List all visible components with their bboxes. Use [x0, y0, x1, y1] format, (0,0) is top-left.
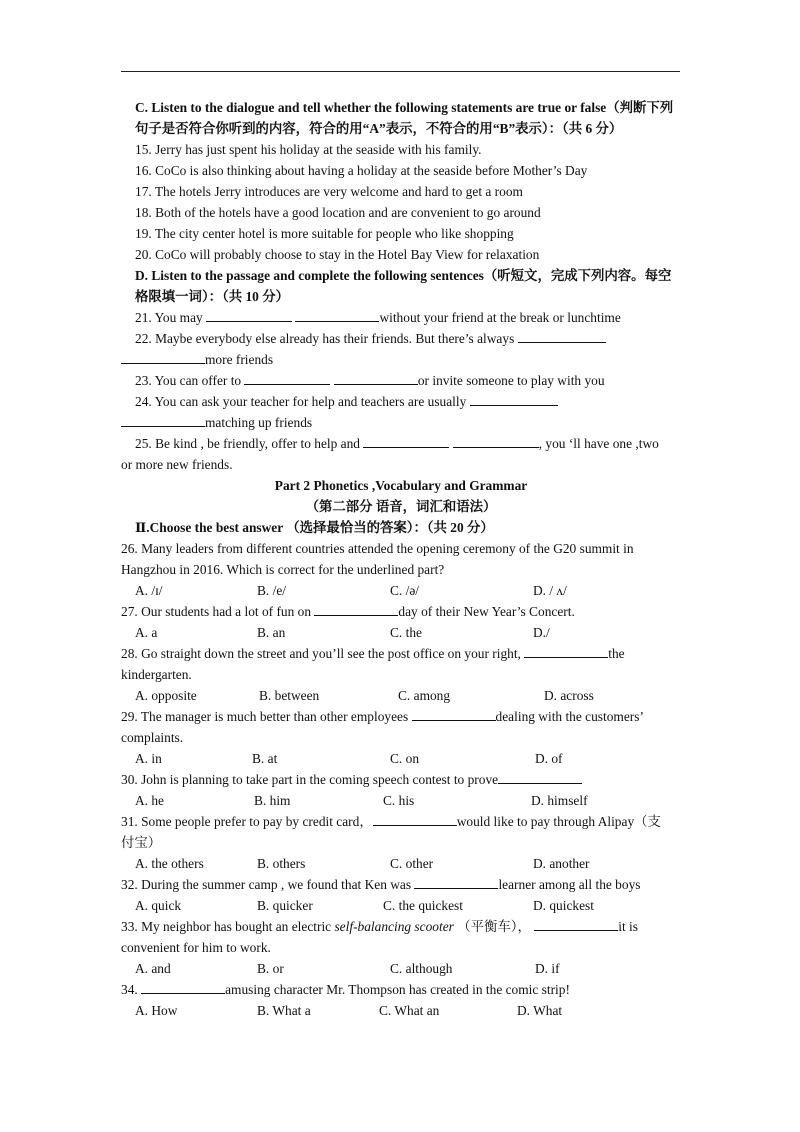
- question-32-text-b: learner among all the boys: [498, 877, 641, 892]
- question-34-text-a: 34.: [121, 982, 138, 997]
- answer-blank[interactable]: [314, 601, 398, 616]
- answer-blank[interactable]: [453, 433, 539, 448]
- question-27-text-a: 27. Our students had a lot of fun on: [121, 604, 312, 619]
- question-34-text-b: amusing character Mr. Thompson has created in the comic strip!: [225, 982, 570, 997]
- answer-blank[interactable]: [470, 391, 558, 406]
- answer-blank[interactable]: [518, 328, 606, 343]
- option-a[interactable]: A. quick: [135, 898, 182, 913]
- option-c[interactable]: C. /ə/: [390, 583, 420, 598]
- option-d[interactable]: D. / ʌ/: [533, 583, 567, 598]
- question-33-options: [121, 958, 681, 979]
- question-22: [121, 328, 681, 349]
- option-b[interactable]: B. between: [259, 688, 320, 703]
- option-a[interactable]: A. and: [135, 961, 171, 976]
- question-26-cont: Hangzhou in 2016. Which is correct for the underlined part?: [121, 562, 445, 577]
- option-c[interactable]: C. his: [383, 793, 415, 808]
- option-d[interactable]: D./: [533, 625, 550, 640]
- question-20: 20. CoCo will probably choose to stay in the Hotel Bay View for relaxation: [135, 247, 540, 262]
- option-b[interactable]: B. at: [252, 751, 278, 766]
- question-22-text-a: 22. Maybe everybody else already has their friends. But there’s always: [135, 331, 515, 346]
- question-28: [121, 643, 681, 664]
- question-31-cont: 付宝）: [121, 835, 162, 850]
- question-33-italic-term: self-balancing scooter: [334, 919, 454, 934]
- question-33: [121, 916, 681, 937]
- question-33-cont: convenient for him to work.: [121, 940, 271, 955]
- question-31: [121, 811, 681, 832]
- question-27: [121, 601, 681, 622]
- option-d[interactable]: D. quickest: [533, 898, 594, 913]
- part2-subtitle: （第二部分 语音，词汇和语法）: [305, 499, 497, 514]
- question-28-text-a: 28. Go straight down the street and you’ll see the post office on your right,: [121, 646, 521, 661]
- option-b[interactable]: B. /e/: [257, 583, 287, 598]
- question-19: 19. The city center hotel is more suitable for people who like shopping: [135, 226, 514, 241]
- answer-blank[interactable]: [295, 307, 379, 322]
- question-22-cont: [121, 349, 681, 370]
- option-d[interactable]: D. What: [517, 1003, 563, 1018]
- question-29-text-a: 29. The manager is much better than other employees: [121, 709, 409, 724]
- question-33-text-b: （平衡车），: [457, 919, 531, 934]
- option-c[interactable]: C. among: [398, 688, 451, 703]
- option-d[interactable]: D. another: [533, 856, 590, 871]
- answer-blank[interactable]: [534, 916, 618, 931]
- question-32-text-a: 32. During the summer camp , we found that Ken was: [121, 877, 412, 892]
- question-34: [121, 979, 681, 1000]
- option-c[interactable]: C. although: [390, 961, 453, 976]
- answer-blank[interactable]: [206, 307, 292, 322]
- question-25: [121, 433, 681, 454]
- option-a[interactable]: A. How: [135, 1003, 178, 1018]
- question-24-text-a: 24. You can ask your teacher for help and teachers are usually: [135, 394, 467, 409]
- option-a[interactable]: A. the others: [135, 856, 204, 871]
- header-rule: [121, 71, 680, 72]
- option-c[interactable]: C. the quickest: [383, 898, 463, 913]
- option-a[interactable]: A. opposite: [135, 688, 197, 703]
- question-15: 15. Jerry has just spent his holiday at the seaside with his family.: [135, 142, 482, 157]
- question-30: [121, 769, 681, 790]
- question-28-cont: kindergarten.: [121, 667, 192, 682]
- answer-blank[interactable]: [414, 874, 498, 889]
- question-33-text-a: 33. My neighbor has bought an electric: [121, 919, 332, 934]
- option-a[interactable]: A. a: [135, 625, 158, 640]
- option-d[interactable]: D. across: [544, 688, 594, 703]
- question-28-text-b: the: [608, 646, 625, 661]
- option-b[interactable]: B. or: [257, 961, 284, 976]
- answer-blank[interactable]: [412, 706, 496, 721]
- question-29-cont: complaints.: [121, 730, 184, 745]
- option-b[interactable]: B. What a: [257, 1003, 311, 1018]
- question-21: [121, 307, 681, 328]
- question-34-options: [121, 1000, 681, 1021]
- question-25-cont: or more new friends.: [121, 457, 233, 472]
- option-a[interactable]: A. he: [135, 793, 165, 808]
- question-30-options: [121, 790, 681, 811]
- question-23-text-a: 23. You can offer to: [135, 373, 242, 388]
- option-d[interactable]: D. himself: [531, 793, 588, 808]
- question-32-options: [121, 895, 681, 916]
- option-b[interactable]: B. quicker: [257, 898, 313, 913]
- question-31-options: [121, 853, 681, 874]
- answer-blank[interactable]: [141, 979, 225, 994]
- question-24-cont: [121, 412, 681, 433]
- answer-blank[interactable]: [363, 433, 449, 448]
- answer-blank[interactable]: [334, 370, 418, 385]
- question-26-options: [121, 580, 681, 601]
- section-2-heading: Ⅱ.Choose the best answer （选择最恰当的答案）：（共 20 分）: [135, 520, 494, 535]
- question-29: [121, 706, 681, 727]
- option-c[interactable]: C. other: [390, 856, 434, 871]
- answer-blank[interactable]: [121, 349, 205, 364]
- question-25-text-a: 25. Be kind , be friendly, offer to help and: [135, 436, 360, 451]
- question-31-text-a: 31. Some people prefer to pay by credit card，: [121, 814, 373, 829]
- question-32: [121, 874, 681, 895]
- question-24-text-b: matching up friends: [205, 415, 313, 430]
- question-29-text-b: dealing with the customers’: [495, 709, 644, 724]
- section-c-heading: C. Listen to the dialogue and tell whether the following statements are true or false（判断下列句子是否符合你听到的内容，符合的用“A”表示，不符合的用“B”表示）：（共 6 分）: [135, 100, 674, 136]
- answer-blank[interactable]: [498, 769, 582, 784]
- option-d[interactable]: D. of: [535, 751, 563, 766]
- option-b[interactable]: B. him: [254, 793, 291, 808]
- question-33-text-c: it is: [618, 919, 638, 934]
- question-21-text-a: 21. You may: [135, 310, 203, 325]
- question-21-text-b: without your friend at the break or lunchtime: [379, 310, 621, 325]
- question-27-text-b: day of their New Year’s Concert.: [398, 604, 575, 619]
- question-17: 17. The hotels Jerry introduces are very welcome and hard to get a room: [135, 184, 523, 199]
- option-c[interactable]: C. What an: [379, 1003, 440, 1018]
- part2-title: Part 2 Phonetics ,Vocabulary and Grammar: [274, 478, 528, 493]
- option-b[interactable]: B. others: [257, 856, 306, 871]
- question-24: [121, 391, 681, 412]
- question-30-text-a: 30. John is planning to take part in the coming speech contest to prove: [121, 772, 499, 787]
- answer-blank[interactable]: [524, 643, 608, 658]
- option-c[interactable]: C. on: [390, 751, 420, 766]
- exam-content: [121, 97, 681, 1021]
- option-b[interactable]: B. an: [257, 625, 286, 640]
- question-23: [121, 370, 681, 391]
- question-27-options: [121, 622, 681, 643]
- answer-blank[interactable]: [244, 370, 330, 385]
- option-a[interactable]: A. in: [135, 751, 162, 766]
- question-28-options: [121, 685, 681, 706]
- question-31-text-b: would like to pay through Alipay（支: [456, 814, 661, 829]
- section-d-heading: D. Listen to the passage and complete the following sentences（听短文，完成下列内容。每空格限填一词）：（共 10 分）: [135, 268, 672, 304]
- option-a[interactable]: A. /ɪ/: [135, 583, 163, 598]
- option-d[interactable]: D. if: [535, 961, 560, 976]
- question-16: 16. CoCo is also thinking about having a holiday at the seaside before Mother’s Day: [135, 163, 588, 178]
- question-23-text-b: or invite someone to play with you: [417, 373, 605, 388]
- option-c[interactable]: C. the: [390, 625, 422, 640]
- answer-blank[interactable]: [121, 412, 205, 427]
- answer-blank[interactable]: [373, 811, 457, 826]
- question-18: 18. Both of the hotels have a good location and are convenient to go around: [135, 205, 541, 220]
- question-29-options: [121, 748, 681, 769]
- question-26: 26. Many leaders from different countries attended the opening ceremony of the G20 summit in: [121, 541, 634, 556]
- question-25-text-b: , you ‘ll have one ,two: [538, 436, 659, 451]
- question-22-text-b: more friends: [205, 352, 274, 367]
